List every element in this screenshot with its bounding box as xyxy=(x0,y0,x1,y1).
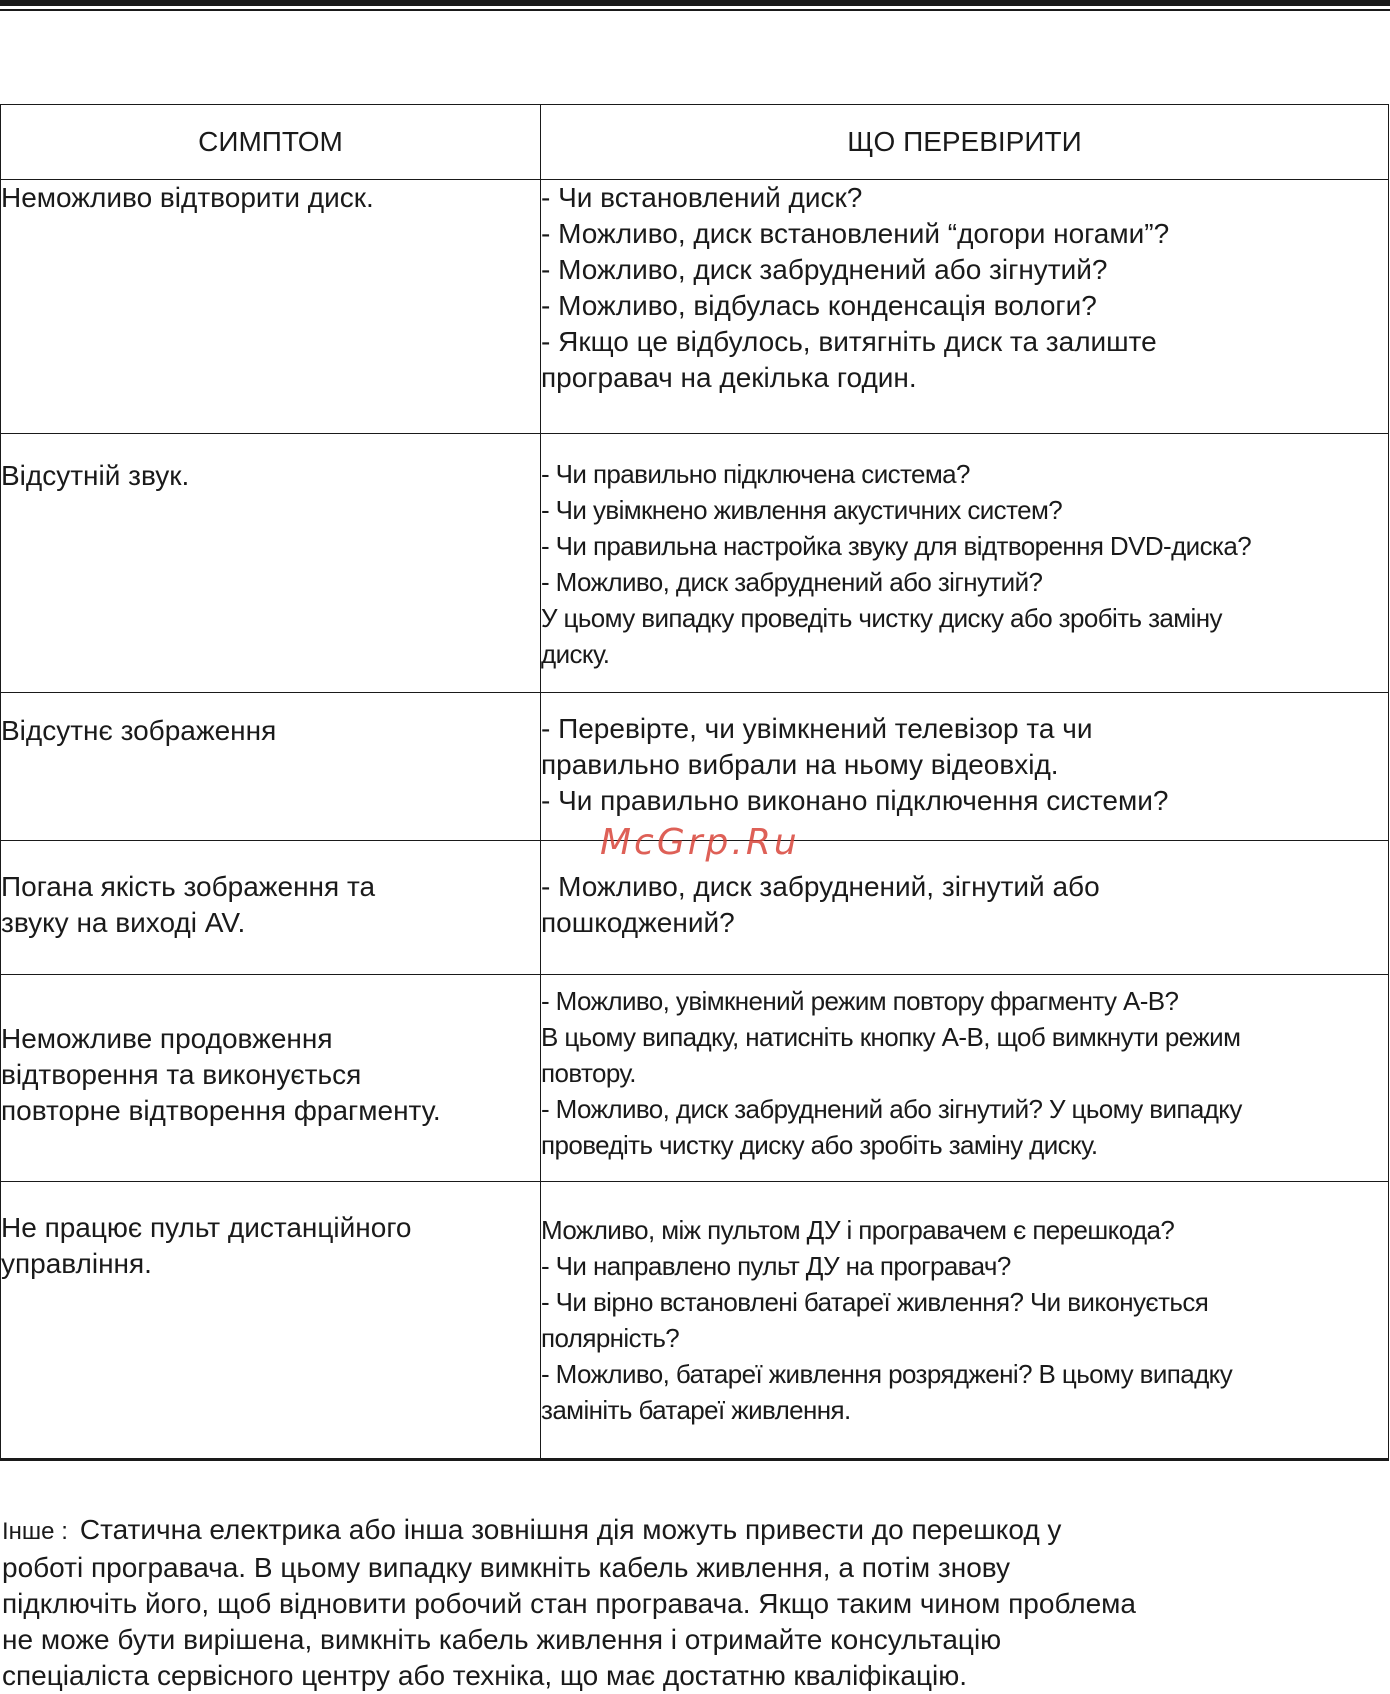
symptom-line: Відсутній звук. xyxy=(1,460,190,491)
note-text: Статична електрика або інша зовнішня дія можуть привести до перешкод у xyxy=(79,1514,1062,1545)
symptom-line: відтворення та виконується xyxy=(1,1059,362,1090)
check-cell xyxy=(541,180,1389,434)
note-line: не може бути вирішена, вимкніть кабель живлення і отримайте консультацію xyxy=(2,1624,1002,1655)
check-line: - Можливо, диск забруднений або зігнутий? xyxy=(541,254,1108,285)
symptom-line: Не працює пульт дистанційного xyxy=(1,1212,412,1243)
check-line: У цьому випадку проведіть чистку диску або зробіть заміну xyxy=(541,603,1222,633)
note-line: роботі програвача. В цьому випадку вимкніть кабель живлення, а потім знову xyxy=(2,1552,1011,1583)
table-row xyxy=(1,434,1389,693)
check-line: - Якщо це відбулось, витягніть диск та залиште xyxy=(541,326,1157,357)
top-rule-secondary xyxy=(0,9,1390,11)
note-line xyxy=(2,1512,1382,1550)
note-paragraph xyxy=(2,1512,1382,1694)
symptom-line: Погана якість зображення та xyxy=(1,871,376,902)
check-line: правильно вибрали на ньому відеовхід. xyxy=(541,749,1059,780)
check-line: - Чи правильно виконано підключення системи? xyxy=(541,785,1169,816)
check-line: - Можливо, диск встановлений “догори ногами”? xyxy=(541,218,1170,249)
check-line: - Чи встановлений диск? xyxy=(541,182,863,213)
check-line: - Чи правильно підключена система? xyxy=(541,459,970,489)
note-line: спеціаліста сервісного центру або техніка, що має достатню кваліфікацію. xyxy=(2,1660,968,1691)
check-cell xyxy=(541,975,1389,1182)
check-line: - Можливо, увімкнений режим повтору фрагменту A-B? xyxy=(541,986,1179,1016)
check-line: Можливо, між пультом ДУ і програвачем є перешкода? xyxy=(541,1215,1175,1245)
symptom-cell xyxy=(1,434,541,693)
symptom-cell xyxy=(1,1182,541,1460)
check-line: проведіть чистку диску або зробіть заміну диску. xyxy=(541,1130,1098,1160)
header-symptom: СИМПТОМ xyxy=(1,105,541,180)
check-line: програвач на декілька годин. xyxy=(541,362,917,393)
check-line: - Чи направлено пульт ДУ на програвач? xyxy=(541,1251,1011,1281)
note-line: підключіть його, щоб відновити робочий стан програвача. Якщо таким чином проблема xyxy=(2,1588,1136,1619)
check-line: пошкоджений? xyxy=(541,907,735,938)
top-rule xyxy=(0,0,1390,6)
symptom-cell xyxy=(1,180,541,434)
header-check: ЩО ПЕРЕВІРИТИ xyxy=(541,105,1389,180)
check-cell xyxy=(541,434,1389,693)
symptom-cell xyxy=(1,841,541,975)
note-label: Інше : xyxy=(2,1518,68,1545)
table-row xyxy=(1,975,1389,1182)
symptom-cell xyxy=(1,975,541,1182)
check-line: - Перевірте, чи увімкнений телевізор та чи xyxy=(541,713,1093,744)
symptom-line: Відсутнє зображення xyxy=(1,715,277,746)
table-header-row xyxy=(1,105,1389,180)
check-cell xyxy=(541,693,1389,841)
table-row xyxy=(1,693,1389,841)
check-line: - Можливо, відбулась конденсація вологи? xyxy=(541,290,1097,321)
symptom-cell xyxy=(1,693,541,841)
check-line: замініть батареї живлення. xyxy=(541,1395,851,1425)
check-line: диску. xyxy=(541,639,610,669)
check-line: - Чи увімкнено живлення акустичних систем? xyxy=(541,495,1063,525)
check-line: - Можливо, диск забруднений, зігнутий або xyxy=(541,871,1100,902)
troubleshooting-table xyxy=(0,104,1389,1461)
symptom-line: Неможливе продовження xyxy=(1,1023,333,1054)
check-line: - Чи вірно встановлені батареї живлення? Чи виконується xyxy=(541,1287,1209,1317)
check-line: - Можливо, диск забруднений або зігнутий? У цьому випадку xyxy=(541,1094,1242,1124)
check-line: полярність? xyxy=(541,1323,680,1353)
table-row xyxy=(1,180,1389,434)
check-line: повтору. xyxy=(541,1058,636,1088)
watermark: McGrp.Ru xyxy=(600,822,800,863)
check-cell xyxy=(541,1182,1389,1460)
symptom-line: звуку на виході AV. xyxy=(1,907,246,938)
check-line: В цьому випадку, натисніть кнопку A-B, щоб вимкнути режим xyxy=(541,1022,1241,1052)
table-row xyxy=(1,1182,1389,1460)
symptom-line: повторне відтворення фрагменту. xyxy=(1,1095,441,1126)
symptom-line: управління. xyxy=(1,1248,152,1279)
check-line: - Можливо, батареї живлення розряджені? В цьому випадку xyxy=(541,1359,1233,1389)
symptom-line: Неможливо відтворити диск. xyxy=(1,182,374,213)
check-line: - Чи правильна настройка звуку для відтворення DVD-диска? xyxy=(541,531,1252,561)
check-line: - Можливо, диск забруднений або зігнутий? xyxy=(541,567,1043,597)
